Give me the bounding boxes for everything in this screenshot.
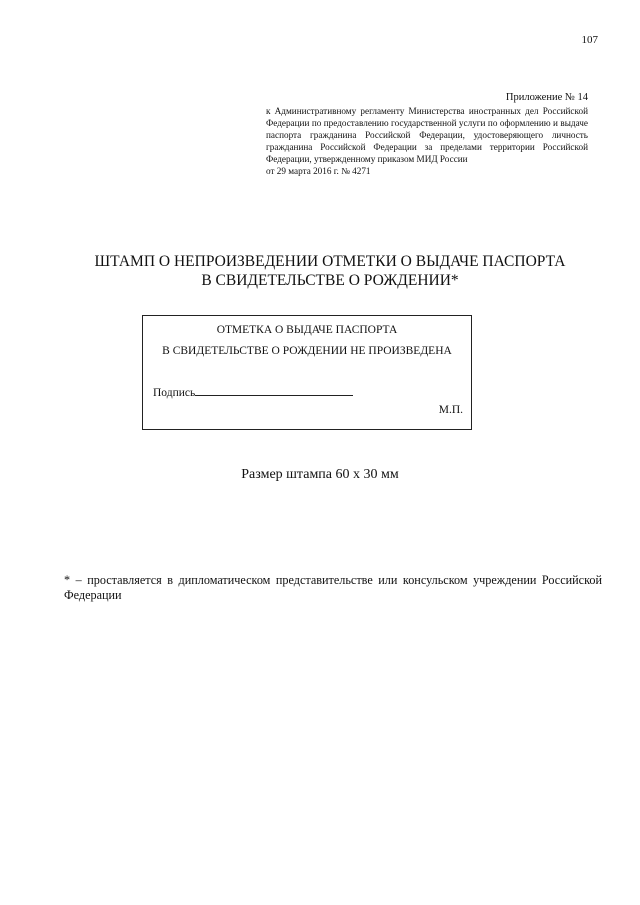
appendix-title: Приложение № 14 (505, 92, 588, 103)
footnote: * – проставляется в дипломатическом представительстве или консульском учреждении Российской Федерации (64, 573, 602, 602)
document-title-line2: В СВИДЕТЕЛЬСТВЕ О РОЖДЕНИИ* (201, 272, 459, 289)
page-number: 107 (581, 34, 598, 46)
appendix-date: от 29 марта 2016 г. № 4271 (266, 166, 371, 176)
stamp-line1: ОТМЕТКА О ВЫДАЧЕ ПАСПОРТА (216, 324, 398, 336)
signature-line (195, 385, 353, 396)
document-title-line1: ШТАМП О НЕПРОИЗВЕДЕНИИ ОТМЕТКИ О ВЫДАЧЕ ПАСПОРТА (94, 253, 566, 270)
stamp-box (142, 315, 472, 430)
stamp-line2: В СВИДЕТЕЛЬСТВЕ О РОЖДЕНИИ НЕ ПРОИЗВЕДЕНА (162, 345, 452, 357)
signature-label: Подпись (153, 387, 196, 399)
appendix-block (266, 92, 588, 177)
stamp-size-caption: Размер штампа 60 х 30 мм (241, 467, 399, 482)
appendix-body: к Административному регламенту Министерства иностранных дел Российской Федерации по предоставлению государственной услуги по оформлению и выдаче паспорта гражданина Российской Федерации, удостоверяющего личность гражданина Российской Федерации за пределами территории Российской Федерации, утвержденному приказом МИД России (266, 106, 588, 164)
document-title (60, 252, 600, 290)
stamp-seal-label: М.П. (438, 404, 463, 416)
stamp-signature (153, 385, 353, 399)
